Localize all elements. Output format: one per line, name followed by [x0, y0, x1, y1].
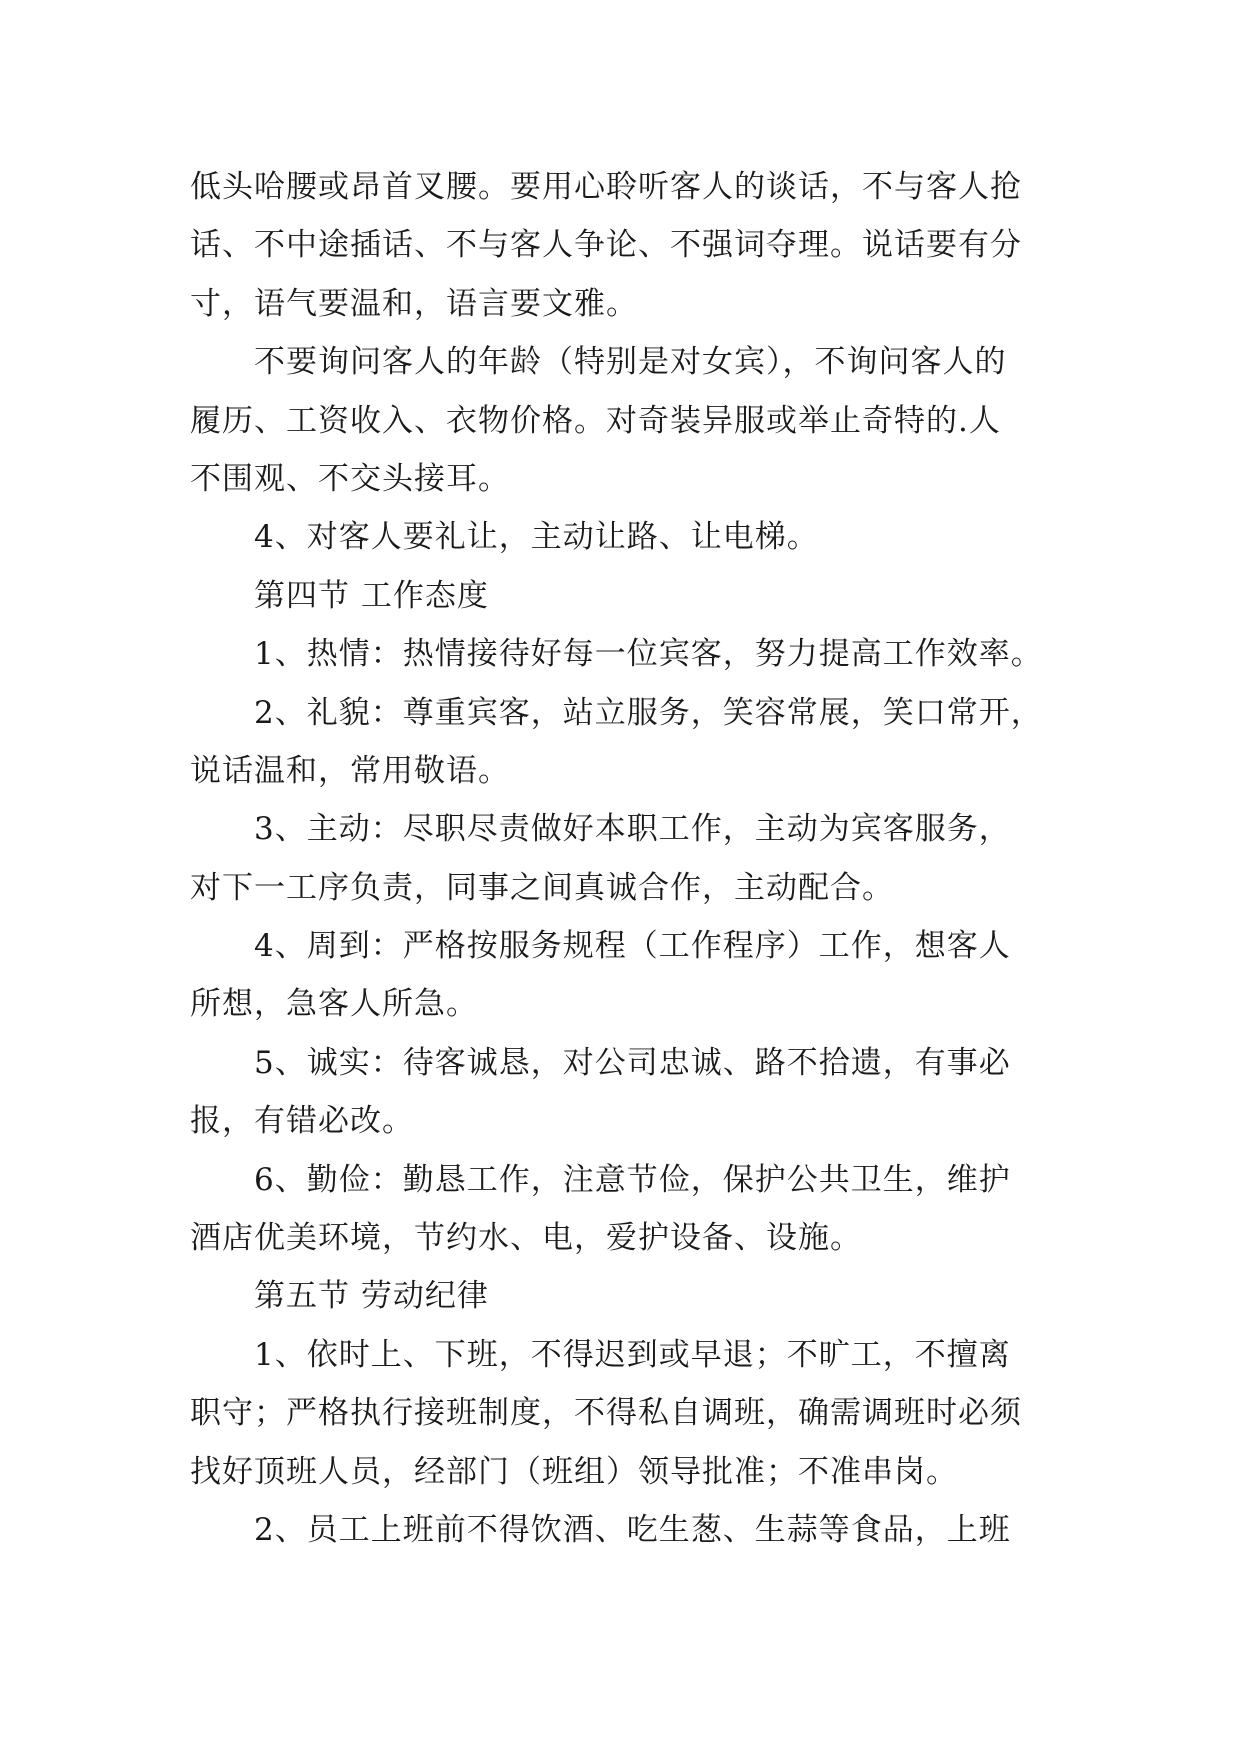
list-item: 4、周到：严格按服务规程（工作程序）工作，想客人: [254, 928, 1011, 965]
section-heading: 第四节 工作态度: [254, 577, 489, 614]
text-line: 所想，急客人所急。: [190, 986, 478, 1023]
text-line: 话、不中途插话、不与客人争论、不强词夺理。说话要有分: [190, 227, 1022, 264]
text-line: 低头哈腰或昂首叉腰。要用心聆听客人的谈话，不与客人抢: [190, 169, 1022, 205]
list-item: 2、礼貌：尊重宾客，站立服务，笑容常展，笑口常开，: [254, 694, 1043, 731]
text-line: 报，有错必改。: [190, 1103, 414, 1140]
text-line: 职守；严格执行接班制度，不得私自调班，确需调班时必须: [190, 1395, 1022, 1432]
list-item: 1、依时上、下班，不得迟到或早退；不旷工，不擅离: [254, 1336, 1011, 1373]
paragraph-first-line: 不要询问客人的年龄（特别是对女宾），不询问客人的: [254, 344, 1007, 381]
text-line: 酒店优美环境，节约水、电，爱护设备、设施。: [190, 1220, 862, 1257]
list-item: 5、诚实：待客诚恳，对公司忠诚、路不拾遗，有事必: [254, 1044, 1011, 1081]
text-line: 寸，语气要温和，语言要文雅。: [190, 285, 638, 322]
list-item: 4、对客人要礼让，主动让路、让电梯。: [254, 519, 819, 556]
list-item: 6、勤俭：勤恳工作，注意节俭，保护公共卫生，维护: [254, 1161, 1011, 1198]
text-line: 对下一工序负责，同事之间真诚合作，主动配合。: [190, 869, 894, 906]
text-line: 不围观、不交头接耳。: [190, 460, 510, 497]
text-line: 履历、工资收入、衣物价格。对奇装异服或举止奇特的.人: [190, 402, 1001, 439]
list-item: 3、主动：尽职尽责做好本职工作，主动为宾客服务，: [254, 811, 1011, 848]
list-item: 1、热情：热情接待好每一位宾客，努力提高工作效率。: [254, 636, 1043, 673]
text-line: 说话温和，常用敬语。: [190, 752, 510, 789]
document-body: [190, 158, 1070, 1559]
section-heading: 第五节 劳动纪律: [254, 1278, 489, 1315]
list-item: 2、员工上班前不得饮酒、吃生葱、生蒜等食品，上班: [254, 1511, 1011, 1548]
text-line: 找好顶班人员，经部门（班组）领导批准；不准串岗。: [190, 1453, 958, 1490]
